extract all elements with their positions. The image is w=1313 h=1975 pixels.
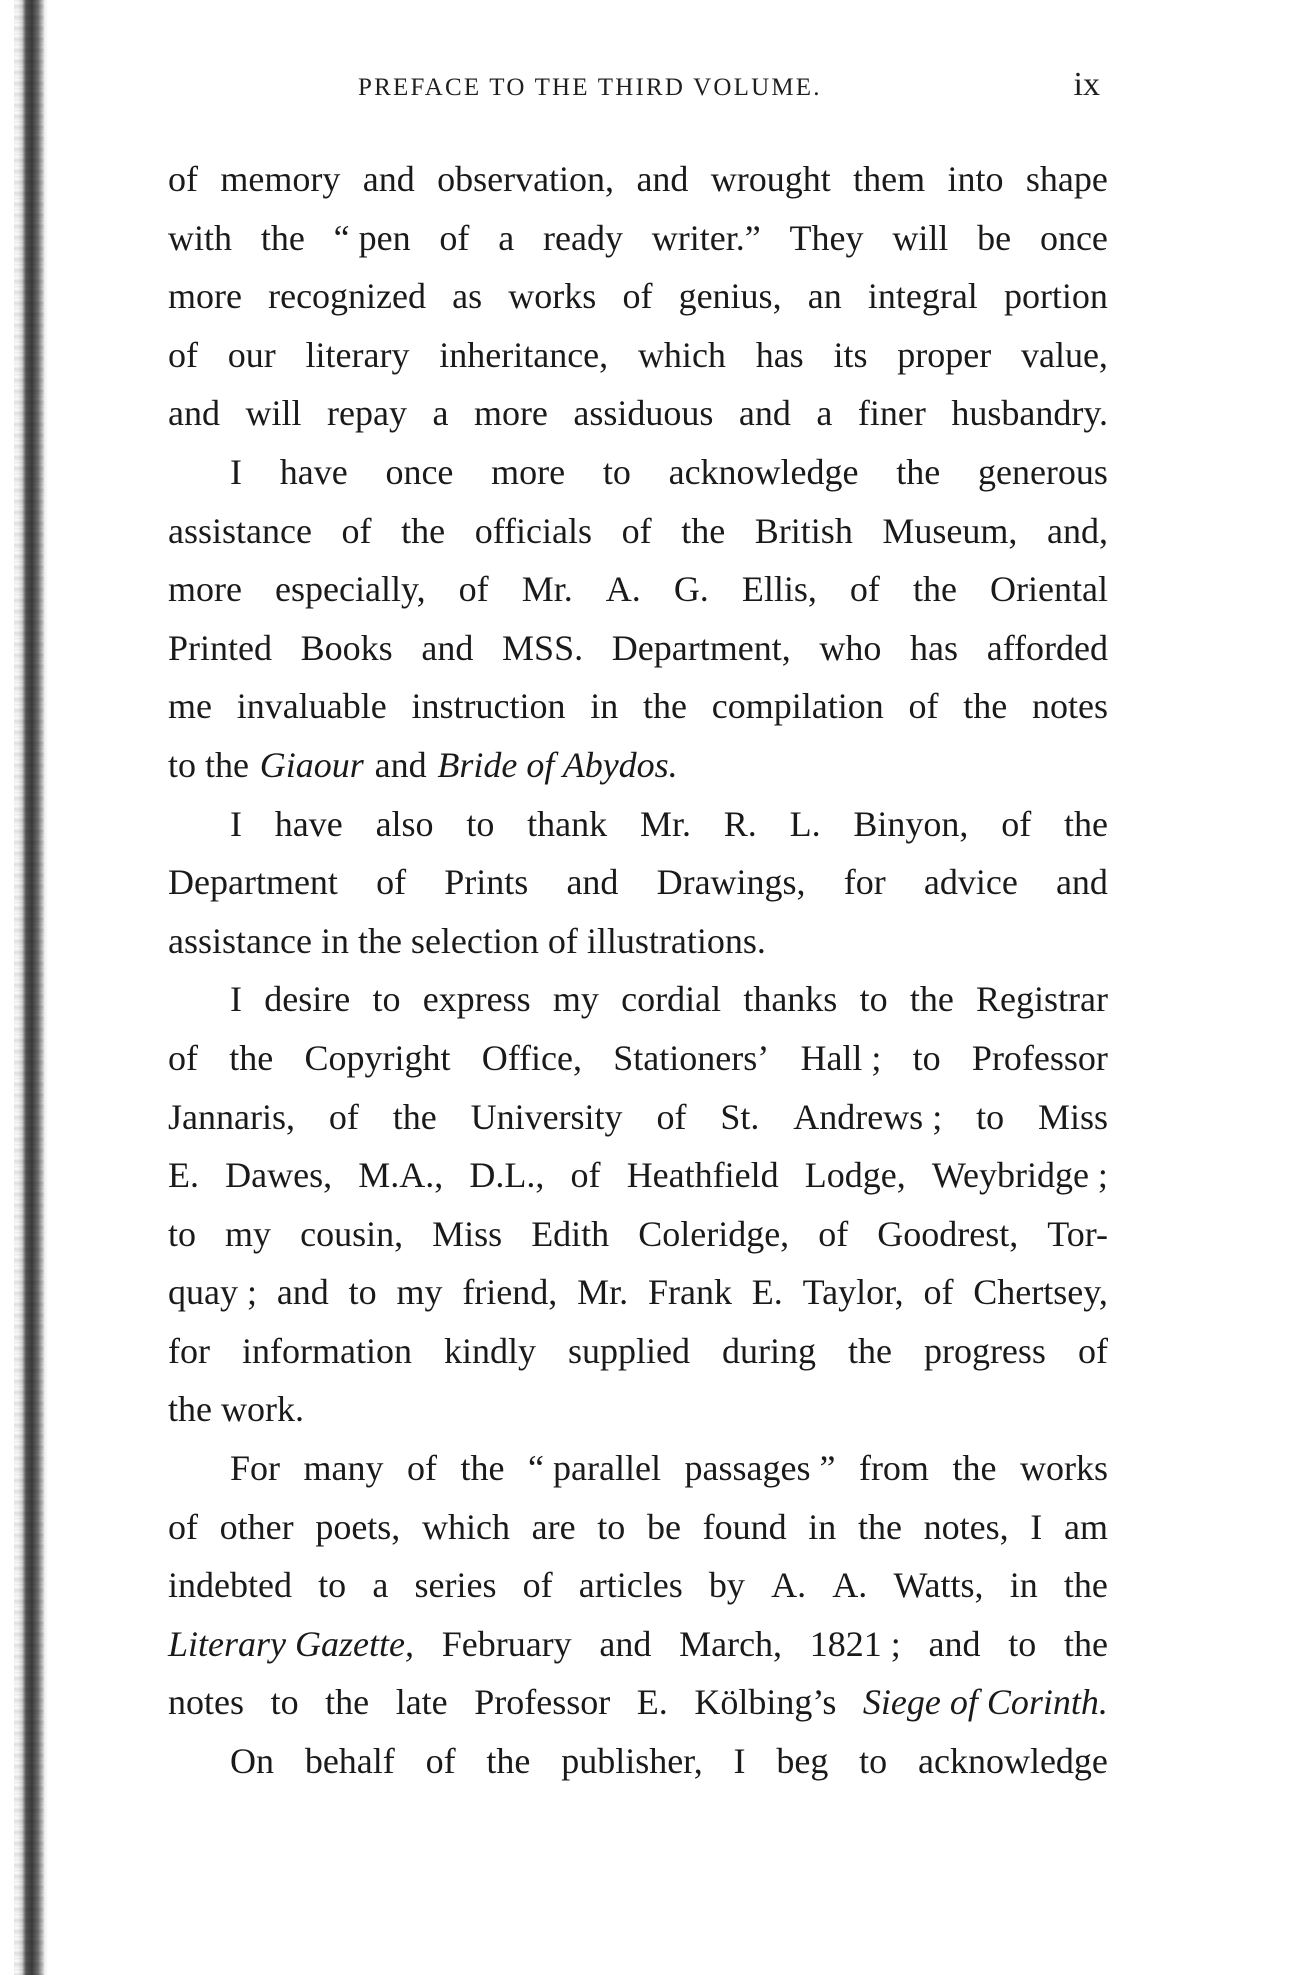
word: the (1063, 1565, 1108, 1606)
word: be (977, 217, 1012, 258)
word: of (908, 686, 939, 727)
word: of (168, 1037, 198, 1078)
text-line (168, 736, 1108, 795)
word: am (1063, 1506, 1108, 1547)
word: and (421, 627, 474, 668)
word: of (923, 1272, 954, 1313)
word: Heathfield (626, 1155, 779, 1196)
word: G. (673, 569, 709, 610)
word: Dawes, (225, 1155, 333, 1196)
word: genius, (678, 276, 782, 317)
word: cousin, (300, 1213, 404, 1254)
text-segment: late (395, 1682, 448, 1723)
word: the (963, 686, 1008, 727)
text-line (168, 1615, 1108, 1674)
word: the (460, 1448, 505, 1489)
word: who (819, 627, 882, 668)
word: progress (923, 1330, 1046, 1371)
word: the (1063, 803, 1108, 844)
word: of (656, 1096, 687, 1137)
word: articles (578, 1565, 683, 1606)
word: of (849, 569, 880, 610)
word: Binyon, (853, 803, 969, 844)
text-segment: and (599, 1623, 652, 1664)
word: the (896, 451, 941, 492)
text-line (168, 619, 1108, 678)
word: which (421, 1506, 510, 1547)
word: cordial (621, 979, 722, 1020)
text-line (168, 326, 1108, 385)
word: I (230, 451, 242, 492)
word: will (892, 217, 949, 258)
word: Drawings, (656, 862, 806, 903)
word: I (1030, 1506, 1043, 1547)
word: of (168, 334, 198, 375)
word: the (847, 1330, 892, 1371)
word: and (276, 1272, 329, 1313)
word: I (733, 1741, 746, 1782)
word: the (392, 1096, 437, 1137)
text-segment: to the (168, 744, 249, 785)
body-text (168, 150, 1108, 1791)
text-segment: Kölbing’s (694, 1682, 837, 1723)
word: and (1055, 862, 1108, 903)
text-segment: to (270, 1682, 299, 1723)
word: Museum, (882, 510, 1018, 551)
paragraph-start-line (168, 1732, 1108, 1791)
word: a (816, 393, 833, 434)
word: of (622, 276, 653, 317)
word: and (636, 159, 689, 199)
text-segment: notes (168, 1682, 244, 1723)
running-title: PREFACE TO THE THIRD VOLUME. (358, 74, 822, 101)
word: Prints (444, 862, 529, 903)
word: I (230, 803, 242, 844)
word: have (279, 451, 348, 492)
word: friend, (462, 1272, 558, 1313)
running-head (168, 66, 1106, 106)
word: Miss (1037, 1096, 1108, 1137)
word: Copyright (304, 1037, 451, 1078)
word: thanks (743, 979, 838, 1020)
text-line (168, 1556, 1108, 1615)
word: be (646, 1506, 681, 1547)
word: Lodge, (804, 1155, 906, 1196)
word: of (328, 1096, 359, 1137)
word: will (245, 393, 302, 434)
word: my (396, 1272, 443, 1313)
text-line (168, 502, 1108, 561)
word: Oriental (990, 569, 1108, 610)
text-line (168, 1205, 1108, 1264)
text-segment: and (374, 744, 427, 785)
text-segment: assistance in the selection of illustrations. (168, 920, 766, 961)
text-segment: the work. (168, 1389, 304, 1430)
word: more (168, 276, 242, 317)
word: Coleridge, (638, 1213, 790, 1254)
word: shape (1025, 159, 1108, 199)
word: the (260, 217, 305, 258)
text-line (168, 912, 1108, 971)
word: to (168, 1213, 197, 1254)
word: to (318, 1565, 347, 1606)
word: of (341, 510, 372, 551)
word: assistance (168, 510, 312, 551)
word: the (643, 686, 687, 727)
text-segment: March, (679, 1623, 783, 1664)
word: M.A., (358, 1155, 444, 1196)
word: instruction (411, 686, 566, 727)
word: has (755, 334, 804, 375)
word: poets, (315, 1506, 401, 1547)
word: Jannaris, (168, 1096, 295, 1137)
word: especially, (275, 569, 426, 610)
word: to (602, 451, 631, 492)
word: writer.” (651, 217, 761, 258)
word: acknowledge (917, 1741, 1108, 1782)
page-number: ix (1073, 66, 1100, 103)
word: which (637, 334, 726, 375)
word: MSS. (502, 627, 584, 668)
word: “ pen (333, 217, 411, 258)
text-line (168, 1322, 1108, 1381)
word: E. (168, 1155, 199, 1196)
word: Ellis, (741, 569, 817, 610)
word: and (738, 393, 791, 434)
word: by (708, 1565, 745, 1606)
word: and (566, 862, 619, 903)
word: from (858, 1448, 929, 1489)
text-line (168, 209, 1108, 268)
word: the (909, 979, 954, 1020)
word: series (414, 1565, 497, 1606)
word: to (597, 1506, 626, 1547)
word: works (508, 276, 597, 317)
word: Hall ; (800, 1037, 882, 1078)
word: other (219, 1506, 294, 1547)
paragraph-start-line (168, 970, 1108, 1029)
word: Watts, (893, 1565, 984, 1606)
word: indebted (168, 1565, 292, 1606)
text-line (168, 1029, 1108, 1088)
word: during (721, 1330, 816, 1371)
text-segment: and (928, 1623, 981, 1664)
word: Office, (481, 1037, 582, 1078)
word: Registrar (976, 979, 1108, 1020)
word: value, (1020, 334, 1108, 375)
word: the (912, 569, 957, 610)
word: the (857, 1506, 902, 1547)
word: once (1039, 217, 1108, 258)
word: into (947, 159, 1004, 199)
title-literary-gazette: Literary Gazette, (168, 1623, 414, 1664)
word: to (466, 803, 495, 844)
word: repay (327, 393, 407, 434)
word: A. (832, 1565, 868, 1606)
word: my (552, 979, 599, 1020)
text-line (168, 1498, 1108, 1557)
word: publisher, (561, 1741, 703, 1782)
word: has (910, 627, 959, 668)
word: Mr. (639, 803, 691, 844)
word: an (807, 276, 842, 317)
word: have (274, 803, 343, 844)
word: the (486, 1741, 531, 1782)
word: passages ” (684, 1448, 836, 1489)
word: them (853, 159, 926, 199)
word: Chertsey, (973, 1272, 1108, 1313)
word: for (168, 1330, 210, 1371)
word: For (230, 1448, 281, 1489)
text-line (168, 853, 1108, 912)
word: to (859, 979, 888, 1020)
word: of (458, 569, 489, 610)
word: “ parallel (528, 1448, 661, 1489)
word: supplied (567, 1330, 690, 1371)
word: They (789, 217, 864, 258)
word: a (432, 393, 449, 434)
word: me (168, 686, 212, 727)
word: thank (527, 803, 608, 844)
word: recognized (268, 276, 427, 317)
word: to (859, 1741, 888, 1782)
word: Professor (971, 1037, 1108, 1078)
word: of (522, 1565, 553, 1606)
text-segment: 1821 ; (809, 1623, 901, 1664)
word: our (227, 334, 276, 375)
word: literary (305, 334, 410, 375)
word: inheritance, (439, 334, 609, 375)
title-giaour: Giaour (259, 744, 364, 785)
word: notes (1032, 686, 1108, 727)
word: A. (605, 569, 641, 610)
word: compilation (711, 686, 884, 727)
word: a (372, 1565, 389, 1606)
word: of (407, 1448, 438, 1489)
text-segment: February (441, 1623, 572, 1664)
text-line (168, 267, 1108, 326)
word: many (303, 1448, 384, 1489)
word: Edith (531, 1213, 610, 1254)
word: Department (168, 862, 338, 903)
word: and, (1047, 510, 1108, 551)
word: my (225, 1213, 272, 1254)
word: advice (923, 862, 1018, 903)
word: Andrews ; (793, 1096, 943, 1137)
word: for (843, 862, 886, 903)
text-line (168, 560, 1108, 619)
word: of (818, 1213, 849, 1254)
word: Weybridge ; (931, 1155, 1108, 1196)
word: integral (867, 276, 978, 317)
text-line (168, 1146, 1108, 1205)
word: of (1077, 1330, 1108, 1371)
paragraph-start-line (168, 795, 1108, 854)
word: Frank (647, 1272, 732, 1313)
word: desire (264, 979, 351, 1020)
word: of (570, 1155, 601, 1196)
word: University (470, 1096, 623, 1137)
word: more (491, 451, 566, 492)
word: officials (474, 510, 593, 551)
word: quay ; (168, 1272, 257, 1313)
word: St. (720, 1096, 760, 1137)
word: to (348, 1272, 377, 1313)
word: Tor- (1047, 1213, 1108, 1254)
word: assiduous (573, 393, 714, 434)
word: afforded (986, 627, 1108, 668)
word: a (498, 217, 515, 258)
word: R. (723, 803, 757, 844)
title-siege-of-corinth: Siege of Corinth. (862, 1682, 1108, 1723)
text-line (168, 150, 1108, 209)
word: of (168, 1506, 198, 1547)
word: the (401, 510, 446, 551)
text-segment: the (1063, 1623, 1108, 1664)
word: husbandry. (951, 393, 1108, 434)
text-segment: to (1008, 1623, 1037, 1664)
text-line (168, 1263, 1108, 1322)
word: behalf (304, 1741, 395, 1782)
text-line (168, 384, 1108, 443)
word: invaluable (236, 686, 387, 727)
word: kindly (443, 1330, 536, 1371)
word: Mr. (577, 1272, 629, 1313)
word: express (422, 979, 531, 1020)
word: information (241, 1330, 412, 1371)
word: more (473, 393, 548, 434)
word: Department, (611, 627, 791, 668)
word: L. (789, 803, 821, 844)
text-line (168, 1380, 1108, 1439)
word: more (168, 569, 242, 610)
word: ready (543, 217, 623, 258)
paragraph-start-line (168, 1439, 1108, 1498)
word: to (912, 1037, 941, 1078)
word: of (376, 862, 407, 903)
text-line (168, 1088, 1108, 1147)
word: of (168, 159, 198, 199)
word: in (808, 1506, 837, 1547)
word: A. (771, 1565, 807, 1606)
word: the (681, 510, 726, 551)
word: found (702, 1506, 787, 1547)
word: Mr. (521, 569, 573, 610)
word: its (833, 334, 868, 375)
word: Goodrest, (877, 1213, 1019, 1254)
word: of (439, 217, 470, 258)
text-line (168, 1673, 1108, 1732)
paragraph-start-line (168, 443, 1108, 502)
word: and (168, 393, 220, 434)
word: to (976, 1096, 1005, 1137)
word: proper (897, 334, 992, 375)
word: the (229, 1037, 274, 1078)
word: are (531, 1506, 576, 1547)
word: in (1009, 1565, 1038, 1606)
word: beg (776, 1741, 829, 1782)
text-segment: E. (636, 1682, 668, 1723)
word: Miss (432, 1213, 503, 1254)
word: in (590, 686, 619, 727)
word: On (230, 1741, 274, 1782)
word: of (621, 510, 652, 551)
word: generous (977, 451, 1108, 492)
text-line (168, 677, 1108, 736)
word: E. (751, 1272, 783, 1313)
word: once (385, 451, 454, 492)
binding-gutter-texture (14, 0, 44, 1975)
word: Books (300, 627, 393, 668)
word: memory (220, 159, 341, 199)
word: finer (857, 393, 926, 434)
word: with (168, 217, 233, 258)
word: portion (1003, 276, 1108, 317)
word: also (375, 803, 434, 844)
word: and (362, 159, 415, 199)
word: Taylor, (802, 1272, 904, 1313)
word: notes, (923, 1506, 1009, 1547)
word: observation, (437, 159, 615, 199)
word: to (372, 979, 401, 1020)
text-segment: the (325, 1682, 370, 1723)
word: as (452, 276, 483, 317)
word: British (754, 510, 853, 551)
word: of (425, 1741, 456, 1782)
word: Stationers’ (613, 1037, 770, 1078)
word: acknowledge (668, 451, 859, 492)
title-bride-of-abydos: Bride of Abydos. (437, 744, 678, 785)
word: of (1001, 803, 1032, 844)
word: wrought (710, 159, 831, 199)
word: the (952, 1448, 997, 1489)
word: works (1019, 1448, 1108, 1489)
word: I (230, 979, 242, 1020)
word: D.L., (469, 1155, 545, 1196)
word: Printed (168, 627, 272, 668)
text-segment: Professor (474, 1682, 611, 1723)
